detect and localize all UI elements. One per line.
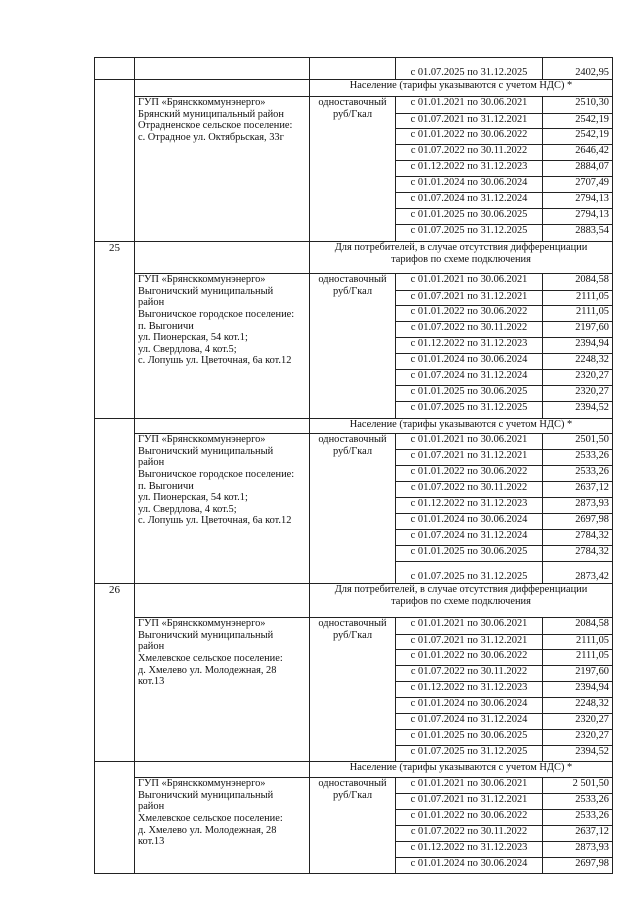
tariff-value-cell: 2320,27 <box>543 730 613 746</box>
section-header: Для потребителей, в случае отсутствия дифференциации тарифов по схеме подключения <box>310 242 613 274</box>
tariff-value-cell: 2320,27 <box>543 714 613 730</box>
header-empty-cell <box>135 584 310 618</box>
period-cell: с 01.01.2024 по 30.06.2024 <box>396 858 543 874</box>
period-cell: с 01.07.2025 по 31.12.2025 <box>396 402 543 419</box>
tariff-value-cell: 2873,93 <box>543 842 613 858</box>
tariff-value-cell: 2533,26 <box>543 794 613 810</box>
table-row <box>95 618 613 635</box>
section-header-row <box>95 242 613 274</box>
tariff-value-cell: 2248,32 <box>543 698 613 714</box>
period-cell: с 01.07.2025 по 31.12.2025 <box>396 746 543 762</box>
tariff-value-cell: 2883,54 <box>543 225 613 242</box>
tariff-value-cell: 2394,94 <box>543 338 613 354</box>
period-cell: с 01.01.2025 по 30.06.2025 <box>396 209 543 225</box>
section-header: Население (тарифы указываются с учетом НДС) * <box>310 419 613 434</box>
period-cell: с 01.01.2025 по 30.06.2025 <box>396 546 543 562</box>
tariff-value-cell: 2533,26 <box>543 810 613 826</box>
header-empty-cell <box>135 242 310 274</box>
period-cell: с 01.07.2024 по 31.12.2024 <box>396 370 543 386</box>
tariff-value-cell: 2111,05 <box>543 291 613 306</box>
period-cell: с 01.12.2022 по 31.12.2023 <box>396 842 543 858</box>
tariff-value-cell: 2794,13 <box>543 209 613 225</box>
tariff-value-cell: 2394,52 <box>543 746 613 762</box>
period-cell: с 01.01.2024 по 30.06.2024 <box>396 514 543 530</box>
unit-cell: одноставочный руб/Гкал <box>310 274 396 419</box>
header-empty-cell <box>135 80 310 97</box>
tariff-value-cell: 2510,30 <box>543 97 613 114</box>
unit-cell: одноставочный руб/Гкал <box>310 618 396 762</box>
period-cell: с 01.01.2024 по 30.06.2024 <box>396 698 543 714</box>
tariff-table-body <box>95 58 613 874</box>
period-cell: с 01.12.2022 по 31.12.2023 <box>396 498 543 514</box>
tariff-value-cell: 2697,98 <box>543 514 613 530</box>
tariff-value-cell: 2646,42 <box>543 145 613 161</box>
period-cell: с 01.07.2021 по 31.12.2021 <box>396 450 543 466</box>
period-cell: с 01.01.2021 по 30.06.2021 <box>396 274 543 291</box>
period-cell: с 01.07.2024 по 31.12.2024 <box>396 530 543 546</box>
period-cell: с 01.07.2025 по 31.12.2025 <box>396 58 543 80</box>
table-row <box>95 274 613 291</box>
organization-cell: ГУП «Брянсккоммунэнерго» Выгоничский муниципальный район Хмелевское сельское поселение: д. Хмелево ул. Молодежная, 28 кот.13 <box>135 778 310 874</box>
period-cell: с 01.07.2022 по 30.11.2022 <box>396 826 543 842</box>
tariff-value-cell: 2084,58 <box>543 618 613 635</box>
period-cell: с 01.01.2022 по 30.06.2022 <box>396 810 543 826</box>
period-cell: с 01.01.2021 по 30.06.2021 <box>396 618 543 635</box>
tariff-value-cell: 2637,12 <box>543 826 613 842</box>
section-header: Для потребителей, в случае отсутствия дифференциации тарифов по схеме подключения <box>310 584 613 618</box>
tariff-value-cell: 2637,12 <box>543 482 613 498</box>
period-cell: с 01.07.2022 по 30.11.2022 <box>396 322 543 338</box>
header-empty-cell <box>135 419 310 434</box>
table-row <box>95 778 613 794</box>
tariff-value-cell: 2402,95 <box>543 58 613 80</box>
period-cell: с 01.12.2022 по 31.12.2023 <box>396 682 543 698</box>
organization-cell: ГУП «Брянсккоммунэнерго» Выгоничский муниципальный район Выгоничское городское поселение: п. Выгоничи ул. Пионерская, 54 кот.1; ул. Свердлова, 4 кот.5; с. Лопушь ул. Цветочная, 6а кот.12 <box>135 274 310 419</box>
tariff-value-cell: 2707,49 <box>543 177 613 193</box>
organization-cell: ГУП «Брянсккоммунэнерго» Выгоничский муниципальный район Хмелевское сельское поселение: д. Хмелево ул. Молодежная, 28 кот.13 <box>135 618 310 762</box>
row-number <box>95 419 135 584</box>
table-row <box>95 97 613 114</box>
period-cell: с 01.07.2021 по 31.12.2021 <box>396 794 543 810</box>
tariff-value-cell: 2320,27 <box>543 370 613 386</box>
tariff-table <box>94 57 613 874</box>
organization-cell <box>135 58 310 80</box>
unit-cell: одноставочный руб/Гкал <box>310 434 396 584</box>
tariff-value-cell: 2248,32 <box>543 354 613 370</box>
section-header: Население (тарифы указываются с учетом НДС) * <box>310 80 613 97</box>
tariff-value-cell: 2784,32 <box>543 546 613 562</box>
period-cell: с 01.12.2022 по 31.12.2023 <box>396 338 543 354</box>
tariff-value-cell: 2084,58 <box>543 274 613 291</box>
tariff-value-cell: 2197,60 <box>543 322 613 338</box>
unit-cell <box>310 58 396 80</box>
section-header: Население (тарифы указываются с учетом НДС) * <box>310 762 613 778</box>
period-cell: с 01.12.2022 по 31.12.2023 <box>396 161 543 177</box>
period-cell: с 01.07.2021 по 31.12.2021 <box>396 114 543 129</box>
period-cell: с 01.07.2025 по 31.12.2025 <box>396 562 543 584</box>
period-cell: с 01.07.2022 по 30.11.2022 <box>396 482 543 498</box>
period-cell: с 01.01.2022 по 30.06.2022 <box>396 650 543 666</box>
period-cell: с 01.07.2025 по 31.12.2025 <box>396 225 543 242</box>
section-header-row <box>95 80 613 97</box>
tariff-value-cell: 2533,26 <box>543 450 613 466</box>
period-cell: с 01.01.2025 по 30.06.2025 <box>396 386 543 402</box>
tariff-value-cell: 2784,32 <box>543 530 613 546</box>
tariff-value-cell: 2501,50 <box>543 434 613 450</box>
tariff-value-cell: 2197,60 <box>543 666 613 682</box>
tariff-value-cell: 2794,13 <box>543 193 613 209</box>
tariff-value-cell: 2873,93 <box>543 498 613 514</box>
section-header-row <box>95 762 613 778</box>
period-cell: с 01.01.2024 по 30.06.2024 <box>396 354 543 370</box>
tariff-value-cell: 2111,05 <box>543 650 613 666</box>
period-cell: с 01.01.2021 по 30.06.2021 <box>396 778 543 794</box>
row-number <box>95 762 135 874</box>
period-cell: с 01.07.2022 по 30.11.2022 <box>396 145 543 161</box>
section-header-row <box>95 419 613 434</box>
organization-cell: ГУП «Брянсккоммунэнерго» Выгоничский муниципальный район Выгоничское городское поселение: п. Выгоничи ул. Пионерская, 54 кот.1; ул. Свердлова, 4 кот.5; с. Лопушь ул. Цветочная, 6а кот.12 <box>135 434 310 584</box>
row-number: 25 <box>95 242 135 419</box>
period-cell: с 01.07.2022 по 30.11.2022 <box>396 666 543 682</box>
period-cell: с 01.07.2021 по 31.12.2021 <box>396 291 543 306</box>
tariff-value-cell: 2542,19 <box>543 114 613 129</box>
period-cell: с 01.01.2022 по 30.06.2022 <box>396 306 543 322</box>
tariff-value-cell: 2542,19 <box>543 129 613 145</box>
period-cell: с 01.01.2022 по 30.06.2022 <box>396 129 543 145</box>
period-cell: с 01.01.2021 по 30.06.2021 <box>396 434 543 450</box>
period-cell: с 01.07.2024 по 31.12.2024 <box>396 714 543 730</box>
period-cell: с 01.07.2024 по 31.12.2024 <box>396 193 543 209</box>
period-cell: с 01.01.2021 по 30.06.2021 <box>396 97 543 114</box>
unit-cell: одноставочный руб/Гкал <box>310 778 396 874</box>
tariff-value-cell: 2320,27 <box>543 386 613 402</box>
tariff-value-cell: 2394,52 <box>543 402 613 419</box>
section-header-row <box>95 584 613 618</box>
number-cell <box>95 58 135 80</box>
tariff-value-cell: 2533,26 <box>543 466 613 482</box>
period-cell: с 01.01.2022 по 30.06.2022 <box>396 466 543 482</box>
tariff-value-cell: 2873,42 <box>543 562 613 584</box>
tariff-value-cell: 2111,05 <box>543 635 613 650</box>
table-row <box>95 434 613 450</box>
tariff-value-cell: 2 501,50 <box>543 778 613 794</box>
header-empty-cell <box>135 762 310 778</box>
row-number <box>95 80 135 242</box>
tariff-value-cell: 2111,05 <box>543 306 613 322</box>
period-cell: с 01.01.2025 по 30.06.2025 <box>396 730 543 746</box>
tariff-value-cell: 2394,94 <box>543 682 613 698</box>
tariff-value-cell: 2884,07 <box>543 161 613 177</box>
tariff-value-cell: 2697,98 <box>543 858 613 874</box>
row-number: 26 <box>95 584 135 762</box>
period-cell: с 01.01.2024 по 30.06.2024 <box>396 177 543 193</box>
organization-cell: ГУП «Брянсккоммунэнерго» Брянский муниципальный район Отрадненское сельское поселение: с. Отрадное ул. Октябрьская, 33г <box>135 97 310 242</box>
unit-cell: одноставочный руб/Гкал <box>310 97 396 242</box>
period-cell: с 01.07.2021 по 31.12.2021 <box>396 635 543 650</box>
table-row <box>95 58 613 80</box>
